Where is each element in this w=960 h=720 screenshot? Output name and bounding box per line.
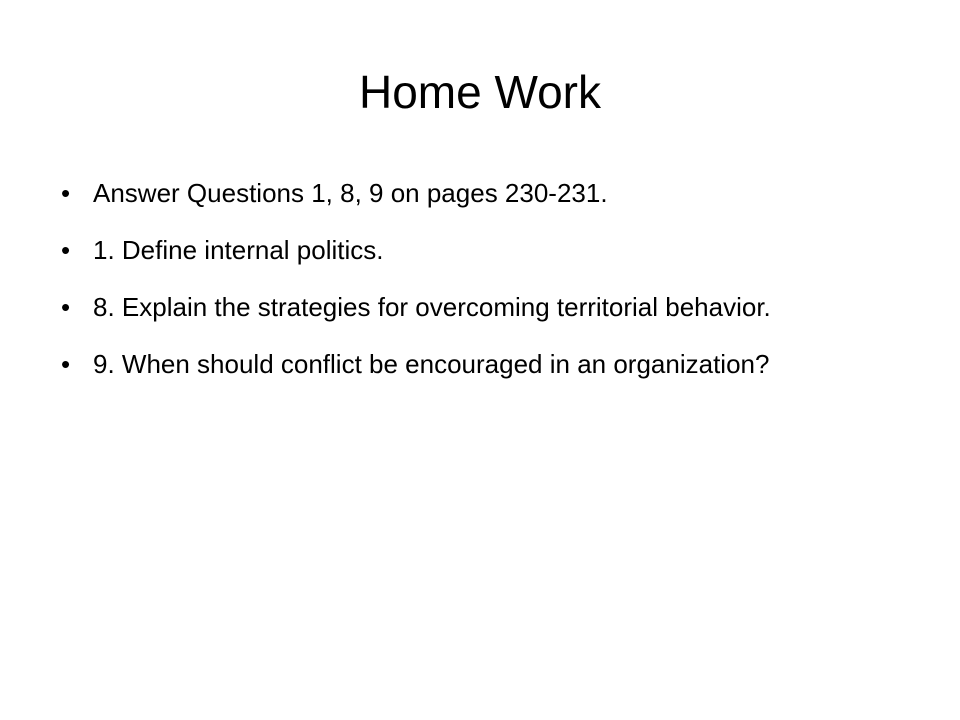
bullet-list [55,176,885,404]
slide-title: Home Work [359,66,601,118]
bullet-text: 8. Explain the strategies for overcoming territorial behavior. [93,292,771,322]
bullet-item [55,233,885,267]
bullet-dot-icon: • [61,235,71,265]
bullet-text: Answer Questions 1, 8, 9 on pages 230-231. [93,178,608,208]
bullet-item [55,347,885,381]
bullet-item [55,290,885,324]
bullet-item [55,176,885,210]
bullet-dot-icon: • [61,349,71,379]
bullet-dot-icon: • [61,292,71,322]
bullet-text: 1. Define internal politics. [93,235,384,265]
bullet-dot-icon: • [61,178,71,208]
bullet-text: 9. When should conflict be encouraged in an organization? [93,349,770,379]
